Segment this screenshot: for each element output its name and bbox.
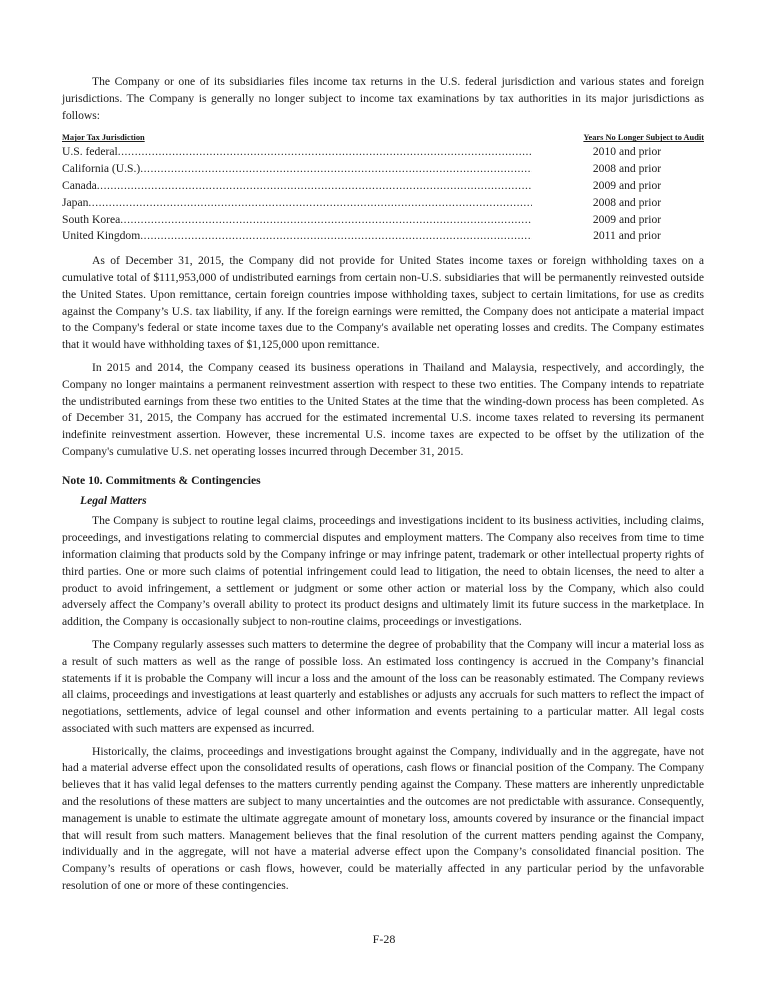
table-row — [62, 161, 704, 178]
loss-assessment-paragraph: The Company regularly assesses such matters to determine the degree of probability that the Company will incur a material loss as a result of such matters as well as the range of possible loss. An estimated loss contingency is accrued in the Company’s financial statements if it is probable the Company will incur a loss and the amount of the loss can be reasonably estimated. The Company reviews all claims, proceedings and investigations at least quarterly and establishes or adjusts any accruals for such matters to reflect the impact of negotiations, settlements, advice of legal counsel and other information and events pertaining to a particular matter. All legal costs associated with such matters are expensed as incurred. — [62, 637, 704, 735]
header-years: Years No Longer Subject to Audit — [583, 133, 704, 143]
years-value: 2009 and prior — [592, 178, 662, 192]
table-row — [62, 212, 704, 229]
document-page — [62, 74, 704, 895]
legal-claims-paragraph: The Company is subject to routine legal claims, proceedings and investigations incident to its business activities, including claims, proceedings, and investigations relating to commercial disputes and employment matters. The Company also receives from time to time information claiming that products sold by the Company infringe or may infringe patent, trademark or other intellectual property rights of third parties. One or more such claims of potential infringement could lead to litigation, the need to obtain licenses, the need to alter a product to avoid infringement, a settlement or judgment or some other action or material loss by the Company, which also could adversely affect the Company’s overall ability to protect its product designs and ultimately limit its future success in the marketplace. In addition, the Company is occasionally subject to non-routine claims, proceedings or investigations. — [62, 514, 704, 629]
jurisdiction-name: Canada — [62, 178, 97, 192]
table-row — [62, 144, 704, 161]
jurisdiction-name: Japan — [62, 195, 89, 209]
dot-leader — [140, 228, 532, 245]
table-row — [62, 178, 704, 195]
note-title: Note 10. Commitments & Contingencies — [62, 473, 261, 487]
intro-paragraph: The Company or one of its subsidiaries files income tax returns in the U.S. federal jurisdiction and various states and foreign jurisdictions. The Company is generally no longer subject to income tax examinations by tax authorities in its major jurisdictions as follows: — [62, 75, 704, 122]
repatriation-paragraph: In 2015 and 2014, the Company ceased its business operations in Thailand and Malaysia, respectively, and accordingly, the Company no longer maintains a permanent reinvestment assertion with respect to these two entities. The Company intends to repatriate the undistributed earnings from these two entities to the United States at the time that the winding-down process has been completed. As of December 31, 2015, the Company has accrued for the estimated incremental U.S. income taxes related to reversing its permanent indefinite reinvestment assertion. However, these incremental U.S. income taxes are expected to be offset by the utilization of the Company's cumulative U.S. net operating losses incurred through December 31, 2015. — [62, 360, 704, 458]
years-value: 2008 and prior — [592, 162, 662, 176]
years-value: 2011 and prior — [593, 229, 661, 243]
dot-leader — [118, 144, 532, 161]
dot-leader — [97, 178, 532, 195]
years-value: 2009 and prior — [592, 212, 662, 226]
jurisdiction-name: United Kingdom — [62, 229, 141, 243]
section-subtitle: Legal Matters — [80, 493, 147, 507]
table-row — [62, 228, 704, 245]
historical-effect-paragraph: Historically, the claims, proceedings and investigations brought against the Company, individually and in the aggregate, have not had a material adverse effect upon the consolidated results of operations, cash flows or financial position of the Company. The Company believes that it has valid legal defenses to the matters currently pending against the Company. These matters are inherently unpredictable and the resolutions of these matters are subject to many uncertainties and the outcomes are not predictable with assurance. Consequently, management is unable to estimate the ultimate aggregate amount of monetary loss, amounts covered by insurance or the financial impact that will result from such matters. Management believes that the final resolution of the current matters pending against the Company, individually and in the aggregate, will not have a material adverse effect upon the Company’s consolidated financial position. The Company’s results of operations or cash flows, however, could be materially affected in any particular period by the unfavorable resolution of one or more of these contingencies. — [62, 744, 704, 893]
years-value: 2010 and prior — [592, 145, 662, 159]
tax-jurisdiction-table — [62, 132, 704, 245]
dot-leader — [140, 161, 532, 178]
jurisdiction-name: U.S. federal — [62, 145, 118, 159]
years-value: 2008 and prior — [592, 195, 662, 209]
jurisdiction-name: California (U.S.) — [62, 162, 141, 176]
dot-leader — [88, 195, 532, 212]
jurisdiction-name: South Korea — [62, 212, 121, 226]
undistributed-earnings-paragraph: As of December 31, 2015, the Company did not provide for United States income taxes or foreign withholding taxes on a cumulative total of $111,953,000 of undistributed earnings from certain non-U.S. subsidiaries that will be permanently reinvested outside the United States. Upon remittance, certain foreign countries impose withholding taxes, subject to certain limitations, for use as credits against the Company’s U.S. tax liability, if any. If the foreign earnings were remitted, the Company does not anticipate a material impact to the Company's federal or state income taxes due to the Company's available net operating losses and credits. The Company estimates that it would have withholding taxes of $1,125,000 upon remittance. — [62, 254, 704, 352]
page-number: F-28 — [372, 932, 396, 946]
table-row — [62, 195, 704, 212]
dot-leader — [120, 212, 532, 229]
table-header — [62, 132, 704, 144]
header-jurisdiction: Major Tax Jurisdiction — [62, 133, 145, 143]
